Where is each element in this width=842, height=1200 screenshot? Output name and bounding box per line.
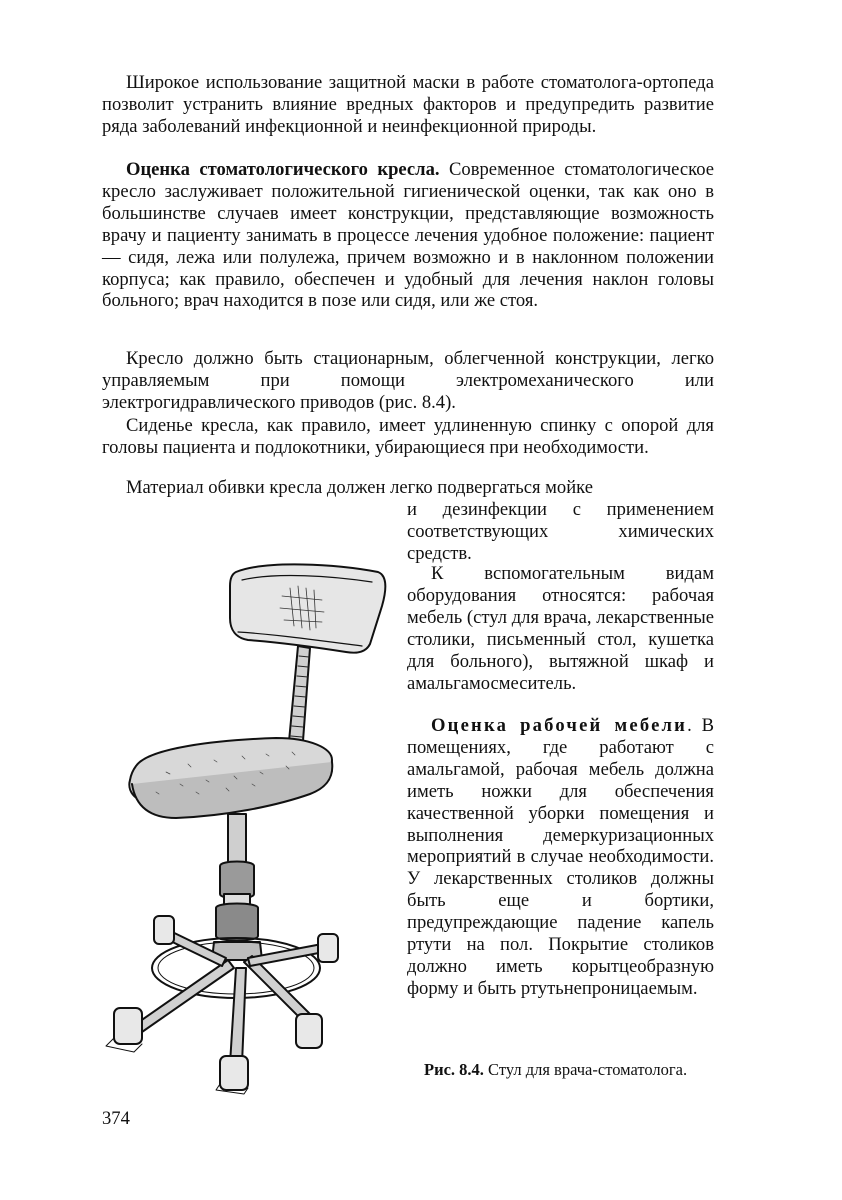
heading-work-furniture: Оценка рабочей мебели <box>431 715 688 736</box>
paragraph-auxiliary-equipment: К вспомогательным видам оборудования относятся: рабочая мебель (стул для врача, лекарственные столики, письменный стол, кушетка для больного), вытяжной шкаф и амальгамосмеситель. <box>407 563 714 694</box>
paragraph-mask: Широкое использование защитной маски в работе стоматолога-ортопеда позволит устранить влияние вредных факторов и предупредить развитие ряда заболеваний инфекционной и неинфекционной природы. <box>102 72 714 137</box>
paragraph-chair-assessment <box>102 159 714 312</box>
paragraph-chair-assessment-text: Современное стоматологическое кресло заслуживает положительной гигиенической оценки, так как оно в большинстве случаев имеет конструкции, представляющие возможность врачу и пациенту занимать в процессе лечения удобное положение: пациент — сидя, лежа или полулежа, причем возможно и в наклонном положении корпуса; как правило, обеспечен и удобный для лечения наклон головы больного; врач находится в позе или сидя, или же стоя. <box>102 159 715 312</box>
paragraph-work-furniture <box>407 715 714 1000</box>
paragraph-upholstery-first-line: Материал обивки кресла должен легко подвергаться мойке <box>126 477 593 498</box>
figure-caption <box>424 1060 714 1079</box>
page-number: 374 <box>102 1108 130 1129</box>
paragraph-upholstery-rest: и дезинфекции с применением соответствующих химических средств. <box>407 499 714 564</box>
figure-label: Рис. 8.4. <box>424 1060 484 1079</box>
base-legs <box>136 960 234 1032</box>
dentist-stool-illustration <box>96 548 396 1096</box>
paragraph-work-furniture-text: . В помещениях, где работают с амальгамой, рабочая мебель должна иметь ножки для обеспечения качественной уборки помещения и выполнения демеркуризационных мероприятий в случае необходимости. У лекарственных столиков должны быть еще и бортики, предупреждающие падение капель ртути на пол. Покрытие столиков должно иметь корытцеобразную форму и быть ртутьнепроницаемым. <box>407 715 714 999</box>
paragraph-chair-construction: Кресло должно быть стационарным, облегченной конструкции, легко управляемым при помощи электромеханического или электрогидравлического приводов (рис. 8.4). <box>102 348 714 413</box>
heading-chair-assessment: Оценка стоматологического кресла. <box>126 159 440 180</box>
paragraph-seat: Сиденье кресла, как правило, имеет удлиненную спинку с опорой для головы пациента и подлокотники, убирающиеся при необходимости. <box>102 415 714 458</box>
seat-column <box>228 814 246 866</box>
figure-caption-text: Стул для врача-стоматолога. <box>483 1060 688 1079</box>
